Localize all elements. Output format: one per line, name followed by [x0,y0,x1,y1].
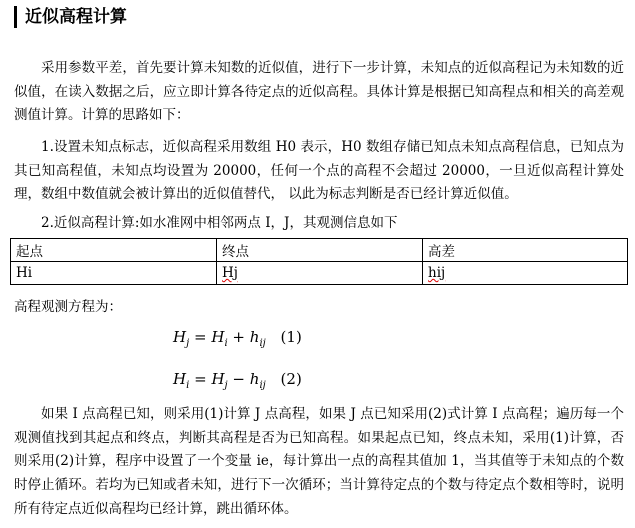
page-title: 近似高程计算 [14,6,127,28]
step2-paragraph: 2.近似高程计算:如水准网中相邻两点 I，J，其观测信息如下 [41,215,398,231]
eq1-lhs: H [173,328,187,346]
eq1-rhs2-sub: ij [259,338,266,349]
eq2-number: (2) [280,370,302,388]
eq1-rhs2: h [249,328,260,346]
header-end-point: 终点 [217,239,423,262]
eq1-operator: + [232,328,245,346]
equation-intro: 高程观测方程为： [14,299,122,315]
cell-height-difference [423,262,628,285]
eq2-lhs: H [173,370,187,388]
observation-table [10,238,628,285]
eq2-rhs2-sub: ij [259,380,266,391]
eq2-rhs1: H [211,370,225,388]
eq2-rhs2: h [249,370,260,388]
eq2-operator: − [232,370,245,388]
header-start-point: 起点 [11,239,217,262]
table-header-row [11,239,628,262]
eq2-rhs1-sub: j [224,380,228,391]
eq1-rhs1-sub: i [224,338,228,349]
equation-2 [173,370,302,391]
table-row [11,262,628,285]
cell-start-point: Hi [11,262,217,285]
eq1-number: (1) [280,328,302,346]
eq2-lhs-sub: i [186,380,190,391]
method-paragraph: 如果 I 点高程已知，则采用(1)计算 J 点高程，如果 J 点已知采用(2)式计算 I 点高程；遍历每一个观测值找到其起点和终点，判断其高程是否为已知高程。如果起点已知，终点未知，采用(1)计算，否则采用(2)计算，程序中设置了一个变量 ie，每计算出一点的高程其值加 1，当其值等于未知点的个数时停止循环。若均为已知或者未知，进行下一次循环；当计算待定点的个数与待定点个数相等时，说明所有待定点近似高程均已经计算，跳出循环体。 [14,406,624,517]
eq1-equals: = [193,328,207,346]
header-height-difference: 高差 [423,239,628,262]
cell-height-difference-text: hij [428,265,446,281]
cell-end-point [217,262,423,285]
eq1-rhs1: H [211,328,225,346]
eq2-equals: = [194,370,207,388]
eq1-lhs-sub: j [186,338,190,349]
cell-end-point-text: Hj [222,265,238,281]
step1-paragraph: 1.设置未知点标志，近似高程采用数组 H0 表示，H0 数组存储已知点未知点高程信息，已知点为其已知高程值，未知点均设置为 20000，任何一个点的高程不会超过 20000，一旦近似高程计算处理，数组中数值就会被计算出的近似值替代， 以此为标志判断是否已经计算近似值。 [14,139,624,203]
intro-paragraph: 采用参数平差，首先要计算未知数的近似值，进行下一步计算，未知点的近似高程记为未知数的近似值，在读入数据之后，应立即计算各待定点的近似高程。具体计算是根据已知高程点和相关的高差观测值计算。计算的思路如下： [14,60,624,124]
equation-1 [173,328,302,349]
